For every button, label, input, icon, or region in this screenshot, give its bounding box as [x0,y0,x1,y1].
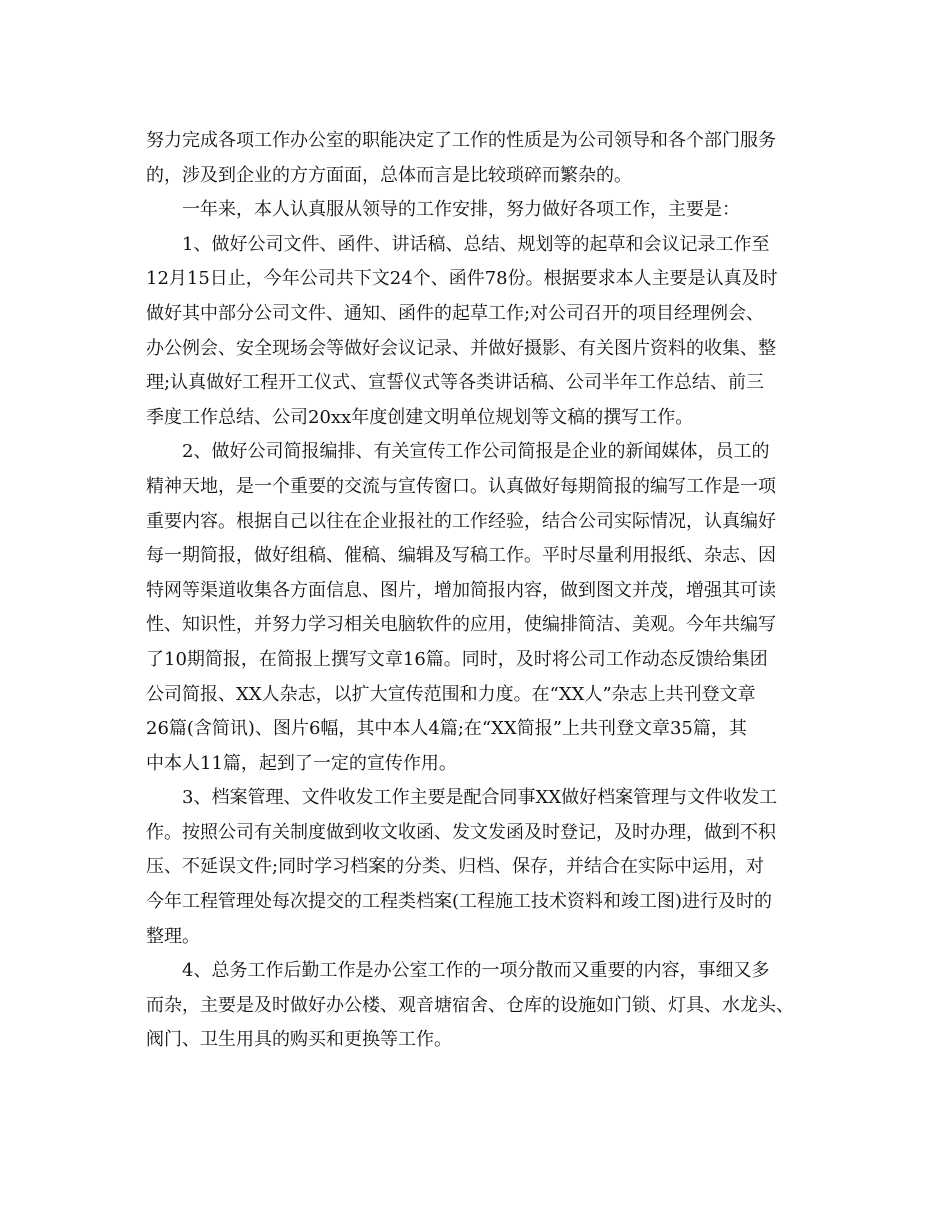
text-line: 做好其中部分公司文件、通知、函件的起草工作;对公司召开的项目经理例会、 [146,302,765,324]
text-line: 季度工作总结、公司20xx年度创建文明单位规划等文稿的撰写工作。 [146,406,694,428]
text-line: 今年工程管理处每次提交的工程类档案(工程施工技术资料和竣工图)进行及时的 [146,891,773,913]
text-line: 努力完成各项工作办公室的职能决定了工作的性质是为公司领导和各个部门服务 [146,130,776,151]
text-line: 精神天地，是一个重要的交流与宣传窗口。认真做好每期简报的编写工作是一项 [146,475,776,497]
paragraph-first-line: 4、总务工作后勤工作是办公室工作的一项分散而又重要的内容，事细又多 [182,960,770,982]
text-line: 每一期简报，做好组稿、催稿、编辑及写稿工作。平时尽量利用报纸、杂志、因 [146,545,776,567]
text-line: 理;认真做好工程开工仪式、宣誓仪式等各类讲话稿、公司半年工作总结、前三 [146,372,765,394]
document-body [146,124,818,1058]
text-line: 中本人11篇，起到了一定的宣传作用。 [146,752,457,774]
text-line: 阀门、卫生用具的购买和更换等工作。 [146,1029,452,1051]
paragraph-first-line: 2、做好公司简报编排、有关宣传工作公司简报是企业的新闻媒体，员工的 [182,441,770,463]
text-line: 特网等渠道收集各方面信息、图片，增加简报内容，做到图文并茂，增强其可读 [146,579,776,601]
text-line: 办公例会、安全现场会等做好会议记录、并做好摄影、有关图片资料的收集、整 [146,337,776,359]
text-line: 而杂，主要是及时做好办公楼、观音塘宿舍、仓库的设施如门锁、灯具、水龙头、 [146,994,794,1016]
text-line: 的，涉及到企业的方方面面，总体而言是比较琐碎而繁杂的。 [146,164,632,186]
text-line: 公司简报、XX人杂志，以扩大宣传范围和力度。在“XX人”杂志上共刊登文章 [146,683,756,705]
text-line: 作。按照公司有关制度做到收文收函、发文发函及时登记，及时办理，做到不积 [146,821,776,843]
paragraph-first-line: 一年来，本人认真服从领导的工作安排，努力做好各项工作，主要是： [182,199,740,221]
paragraph-first-line: 1、做好公司文件、函件、讲话稿、总结、规划等的起草和会议记录工作至 [182,233,770,255]
text-line: 重要内容。根据自己以往在企业报社的工作经验，结合公司实际情况，认真编好 [146,510,776,532]
text-line: 整理。 [146,925,200,947]
text-line: 压、不延误文件;同时学习档案的分类、归档、保存，并结合在实际中运用，对 [146,856,765,878]
text-line: 了10期简报，在简报上撰写文章16篇。同时，及时将公司工作动态反馈给集团 [146,648,768,670]
text-line: 12月15日止，今年公司共下文24个、函件78份。根据要求本人主要是认真及时 [146,268,778,290]
text-line: 26篇(含简讯)、图片6幅，其中本人4篇;在“XX简报”上共刊登文章35篇，其 [146,718,747,740]
text-line: 性、知识性，并努力学习相关电脑软件的应用，使编排简洁、美观。今年共编写 [146,614,776,636]
paragraph-first-line: 3、档案管理、文件收发工作主要是配合同事XX做好档案管理与文件收发工 [182,787,778,809]
